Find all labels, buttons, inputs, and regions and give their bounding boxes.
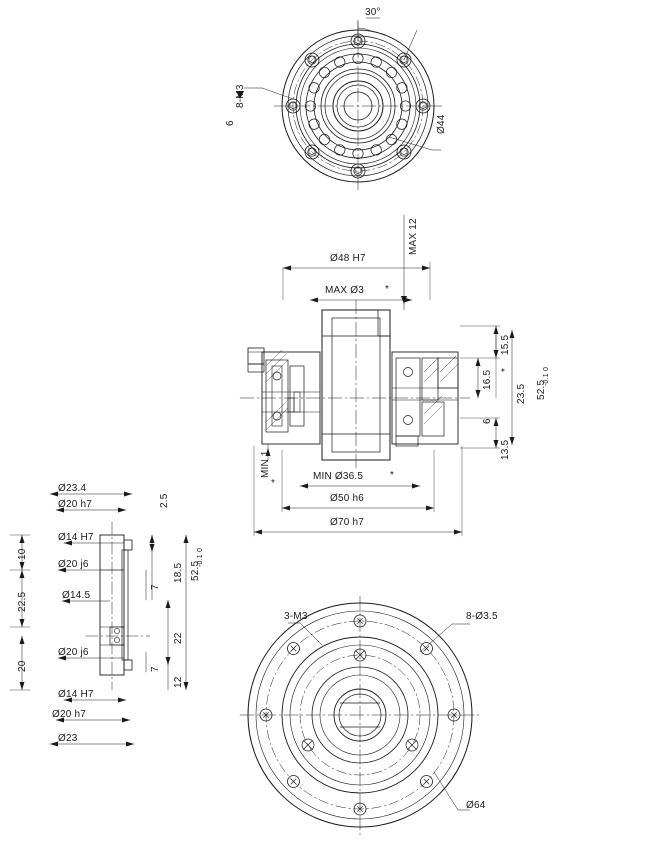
label-dim-16-5: 16.5	[482, 369, 493, 390]
section-view-geometry	[240, 215, 515, 536]
label-dia-14-h7-bot: Ø14 H7	[58, 689, 94, 700]
label-bottom-outer-dia: Ø64	[466, 800, 486, 811]
label-left-dim-18-5: 18.5	[173, 562, 184, 583]
label-dia-48-h7: Ø48 H7	[330, 253, 366, 264]
label-left-total-len: 52.5	[190, 560, 201, 581]
label-star-min1: *	[271, 478, 276, 489]
label-dia-23-4: Ø23.4	[58, 483, 87, 494]
label-top-angle: 30°	[365, 7, 381, 18]
label-left-dim-7-bot: 7	[150, 666, 161, 672]
label-star-15-5: *	[500, 367, 511, 372]
label-left-dim-12: 12	[173, 676, 184, 688]
label-left-dim-22: 22	[173, 632, 184, 644]
label-dia-20-h7-bot: Ø20 h7	[52, 709, 87, 720]
label-dia-50-h6: Ø50 h6	[330, 493, 365, 504]
label-dim-23-5: 23.5	[516, 383, 527, 404]
label-max-dia-3: MAX Ø3	[325, 285, 364, 296]
label-section-tol-upper: 0	[543, 366, 550, 371]
label-dim-15-5: 15.5	[500, 334, 511, 355]
label-left-tol-lower: -0.1	[197, 554, 204, 567]
label-8-holes: 8-Ø3.5	[466, 611, 498, 622]
label-top-outer-dia: Ø44	[436, 114, 447, 134]
label-dia-20-j6-top: Ø20 j6	[58, 559, 89, 570]
label-left-dim-7-top: 7	[150, 584, 161, 590]
label-dim-6: 6	[482, 418, 493, 424]
label-max-12: MAX 12	[408, 218, 419, 255]
label-left-dim-22-5: 22.5	[17, 591, 28, 612]
label-star-max3: *	[385, 284, 390, 295]
top-view-geometry	[236, 18, 442, 190]
bottom-view-geometry	[240, 596, 480, 836]
label-dia-14-h7-top: Ø14 H7	[58, 532, 94, 543]
label-min-dia-365: MIN Ø36.5	[313, 471, 364, 482]
label-left-dim-10: 10	[17, 548, 28, 560]
label-top-thread-depth: 6	[225, 120, 236, 126]
label-min-1: MIN 1	[260, 450, 271, 478]
label-star-min365: *	[390, 470, 395, 481]
label-section-total-len: 52.5	[536, 379, 547, 400]
label-section-tol-lower: -0.1	[543, 373, 550, 386]
label-dia-20-j6-bot: Ø20 j6	[58, 647, 89, 658]
label-3-m3: 3-M3	[284, 611, 308, 622]
left-section-view-geometry	[10, 492, 189, 747]
label-top-thread: 8-M3	[235, 84, 246, 108]
label-dim-13-5: 13.5	[500, 439, 511, 460]
label-dia-23: Ø23	[58, 733, 78, 744]
label-dia-14-5: Ø14.5	[62, 590, 91, 601]
label-left-tol-upper: 0	[197, 547, 204, 552]
label-dia-20-h7-top: Ø20 h7	[58, 499, 93, 510]
label-left-dim-2-5: 2.5	[159, 493, 170, 508]
label-left-dim-20: 20	[17, 660, 28, 672]
label-dia-70-h7: Ø70 h7	[330, 517, 365, 528]
